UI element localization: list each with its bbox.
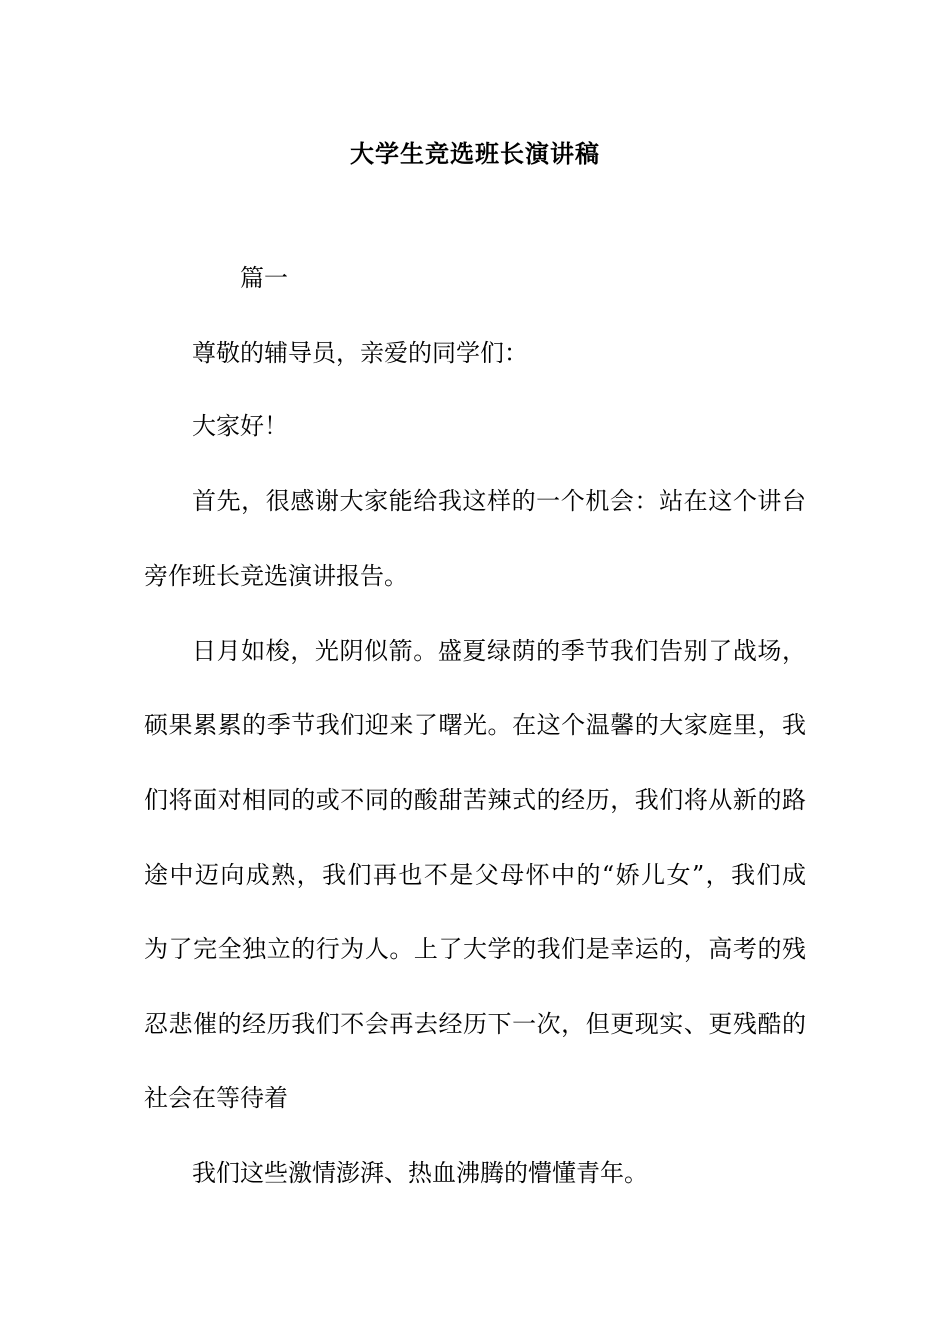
paragraph1-line2: 旁作班长竞选演讲报告。 bbox=[144, 562, 408, 590]
paragraph2-line5: 为了完全独立的行为人。上了大学的我们是幸运的，高考的残 bbox=[144, 935, 806, 963]
paragraph2-line1: 日月如梭，光阴似箭。盛夏绿荫的季节我们告别了战场， bbox=[192, 637, 806, 665]
paragraph2-line2: 硕果累累的季节我们迎来了曙光。在这个温馨的大家庭里，我 bbox=[144, 711, 806, 739]
greeting: 大家好！ bbox=[192, 412, 288, 440]
paragraph2-line3: 们将面对相同的或不同的酸甜苦辣式的经历，我们将从新的路 bbox=[144, 786, 806, 814]
document-title: 大学生竞选班长演讲稿 bbox=[350, 139, 600, 168]
paragraph2-line6: 忍悲催的经历我们不会再去经历下一次，但更现实、更残酷的 bbox=[144, 1010, 806, 1038]
section-label: 篇一 bbox=[240, 264, 288, 292]
paragraph2-line4: 途中迈向成熟，我们再也不是父母怀中的“娇儿女”，我们成 bbox=[144, 861, 806, 889]
paragraph1-line1: 首先，很感谢大家能给我这样的一个机会：站在这个讲台 bbox=[192, 487, 806, 515]
paragraph3: 我们这些激情澎湃、热血沸腾的懵懂青年。 bbox=[192, 1159, 648, 1187]
paragraph2-line7: 社会在等待着 bbox=[144, 1084, 288, 1112]
salutation: 尊敬的辅导员，亲爱的同学们： bbox=[192, 339, 528, 367]
